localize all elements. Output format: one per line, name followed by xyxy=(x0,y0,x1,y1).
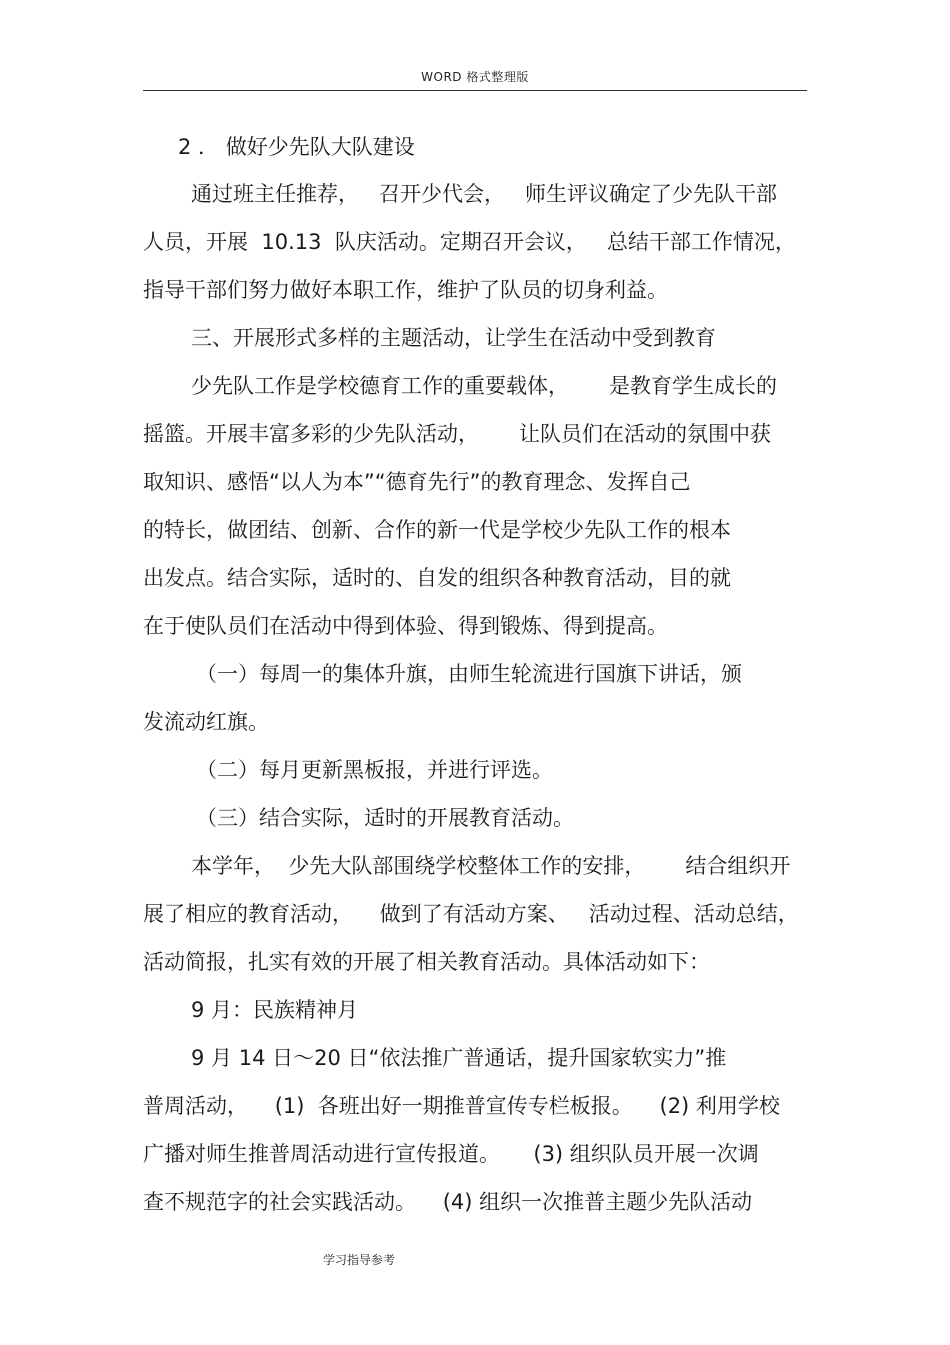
body-line: 发流动红旗。 xyxy=(143,710,269,734)
body-line: （三）结合实际，适时的开展教育活动。 xyxy=(196,806,574,830)
body-line: 的特长，做团结、创新、合作的新一代是学校少先队工作的根本 xyxy=(143,518,731,542)
body-line: 9 月：民族精神月 xyxy=(191,998,359,1022)
body-line: 人员，开展 10.13 队庆活动。定期召开会议， 总结干部工作情况， xyxy=(143,230,796,254)
page-header-title: WORD 格式整理版 xyxy=(421,70,529,84)
body-line: 本学年， 少先大队部围绕学校整体工作的安排， 结合组织开 xyxy=(191,854,791,878)
body-line: 三、开展形式多样的主题活动，让学生在活动中受到教育 xyxy=(191,326,716,350)
body-line: 9 月 14 日～20 日“依法推广普通话，提升国家软实力”推 xyxy=(191,1046,727,1070)
body-line: 通过班主任推荐， 召开少代会， 师生评议确定了少先队干部 xyxy=(191,182,778,206)
body-line: 活动简报，扎实有效的开展了相关教育活动。具体活动如下： xyxy=(143,950,710,974)
page-footer-text: 学习指导参考 xyxy=(323,1253,396,1267)
header-divider xyxy=(143,90,807,91)
body-line: 2 ． 做好少先队大队建设 xyxy=(178,135,415,159)
body-line: 在于使队员们在活动中得到体验、得到锻炼、得到提高。 xyxy=(143,614,668,638)
body-line: 摇篮。开展丰富多彩的少先队活动， 让队员们在活动的氛围中获 xyxy=(143,422,772,446)
body-line: 展了相应的教育活动， 做到了有活动方案、 活动过程、活动总结， xyxy=(143,902,799,926)
body-line: 指导干部们努力做好本职工作，维护了队员的切身利益。 xyxy=(143,278,668,302)
body-line: （二）每月更新黑板报，并进行评选。 xyxy=(196,758,553,782)
body-line: 广播对师生推普周活动进行宣传报道。 (3) 组织队员开展一次调 xyxy=(143,1142,759,1166)
body-line: 少先队工作是学校德育工作的重要载体， 是教育学生成长的 xyxy=(191,374,778,398)
body-line: 出发点。结合实际，适时的、自发的组织各种教育活动，目的就 xyxy=(143,566,731,590)
body-line: 取知识、感悟“以人为本”“德育先行”的教育理念、发挥自己 xyxy=(143,470,691,494)
body-line: （一）每周一的集体升旗，由师生轮流进行国旗下讲话，颁 xyxy=(196,662,742,686)
body-line: 普周活动， (1) 各班出好一期推普宣传专栏板报。 (2) 利用学校 xyxy=(143,1094,780,1118)
body-line: 查不规范字的社会实践活动。 (4) 组织一次推普主题少先队活动 xyxy=(143,1190,753,1214)
